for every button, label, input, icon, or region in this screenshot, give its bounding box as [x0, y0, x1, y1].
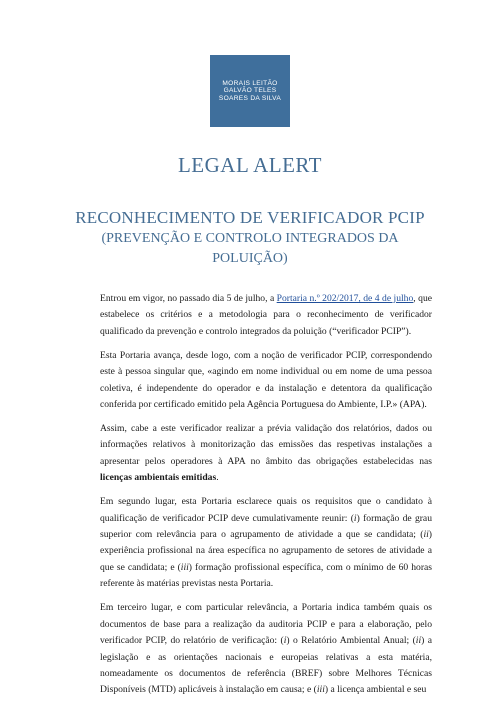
paragraph-4-b: ) formação de grau superior com relevância para o agrupamento de atividade a que se candidata; ( — [100, 512, 432, 541]
paragraph-1-pre: Entrou em vigor, no passado dia 5 de julho, a — [100, 293, 277, 304]
paragraph-5-roman-1: i — [283, 635, 287, 647]
firm-logo — [210, 55, 290, 127]
paragraph-4-a: Em segundo lugar, esta Portaria esclarece quais os requisitos que o candidato à qualificação de verificador PCIP deve cumulativamente reunir: ( — [100, 496, 432, 524]
paragraph-5-a: Em terceiro lugar, e com particular relevância, a Portaria indica também quais os documentos de base para a realização da auditoria PCIP e para a elaboração, pelo verificador PCIP, do relatório de verificação: ( — [100, 602, 432, 647]
paragraph-5-roman-2: ii — [415, 635, 422, 647]
paragraph-1-post: , que estabelece os critérios e a metodologia para o reconhecimento de verificador qualificado da prevenção e controlo integrados da poluição (“verificador PCIP”). — [100, 293, 432, 337]
paragraph-3 — [100, 421, 432, 487]
body-text — [100, 291, 432, 706]
paragraph-5-d: ) a licença ambiental e seu — [324, 684, 427, 696]
main-title: RECONHECIMENTO DE VERIFICADOR PCIP — [75, 208, 425, 227]
paragraph-5-c: ) a legislação e as orientações nacionais e europeias relativas a esta matéria, nomeadamente os documentos de referência (BREF) sobre Melhores Técnicas Disponíveis (MTD) aplicáveis à instalação em causa; e ( — [100, 635, 432, 696]
paragraph-1 — [100, 291, 432, 340]
paragraph-4 — [100, 494, 432, 592]
paragraph-5 — [100, 600, 432, 698]
paragraph-2: Esta Portaria avança, desde logo, com a noção de verificador PCIP, correspondendo este à pessoa singular que, «agindo em nome individual ou em nome de uma pessoa coletiva, é independente do operador e da instalação e detentora da qualificação conferida por certificado emitido pela Agência Portuguesa do Ambiente, I.P.» (APA). — [100, 349, 432, 411]
logo-line-2: GALVÃO TELES — [223, 87, 277, 95]
paragraph-4-roman-3: iii — [180, 561, 189, 573]
paragraph-5-roman-3: iii — [316, 684, 325, 696]
paragraph-4-roman-1: i — [353, 512, 357, 524]
paragraph-4-d: ) formação profissional específica, com o mínimo de 60 horas referente às matérias previstas nesta Portaria. — [100, 561, 433, 590]
logo-line-3: SOARES DA SILVA — [218, 94, 282, 102]
subtitle: (PREVENÇÃO E CONTROLO INTEGRADOS DA POLUIÇÃO) — [101, 231, 399, 266]
paragraph-5-b: ) o Relatório Ambiental Anual; ( — [286, 635, 416, 647]
portaria-link[interactable]: Portaria n.º 202/2017, de 4 de julho — [276, 293, 414, 304]
paragraph-3-pre: Assim, cabe a este verificador realizar a prévia validação dos relatórios, dados ou informações relativos à monitorização das emissões das respetivas instalações a apresentar pelos operadores à APA no âmbito das obrigações estabelecidas nas — [100, 423, 432, 467]
alert-title: LEGAL ALERT — [177, 153, 323, 177]
paragraph-3-post: . — [216, 472, 219, 484]
paragraph-4-roman-2: ii — [423, 529, 429, 541]
paragraph-4-c: ) experiência profissional na área específica no agrupamento de setores de atividade a que se candidata; e ( — [100, 529, 432, 573]
licencas-bold: licenças ambientais emitidas — [100, 472, 217, 484]
logo-line-1: MORAIS LEITÃO — [222, 79, 278, 87]
